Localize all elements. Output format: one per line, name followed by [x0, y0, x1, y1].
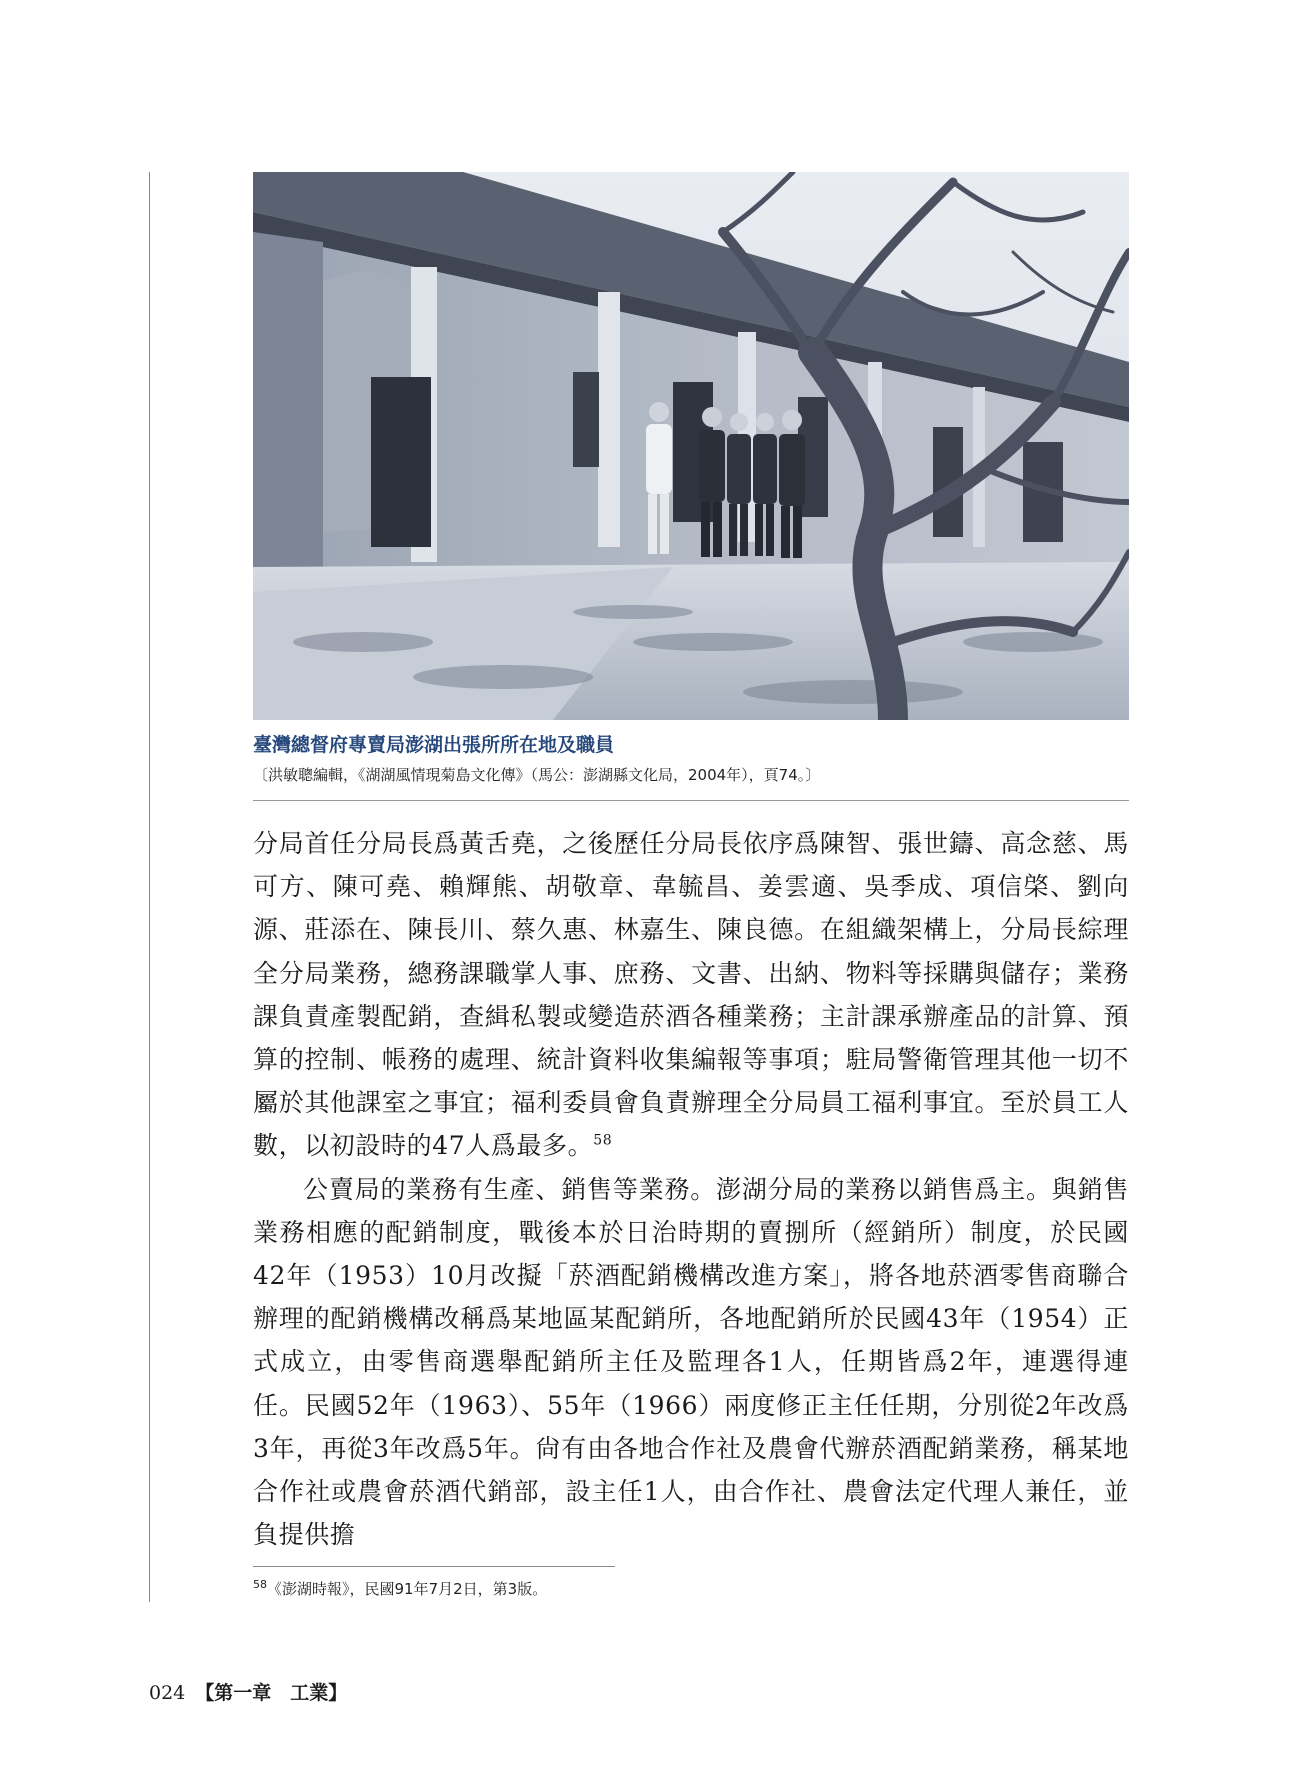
footnote-divider — [253, 1566, 615, 1567]
footnote-number: 58 — [253, 1578, 267, 1591]
footnote-text: 《澎湖時報》，民國91年7月2日，第3版。 — [267, 1580, 548, 1598]
photo-illustration — [253, 172, 1129, 720]
page-number: 024 — [149, 1682, 186, 1704]
footnote-reference: 58 — [593, 1133, 613, 1150]
chapter-title: 【第一章 工業】 — [195, 1682, 348, 1704]
footnote — [253, 1578, 1129, 1599]
margin-rule — [149, 172, 150, 1602]
caption-divider — [253, 800, 1129, 801]
paragraph — [253, 822, 1129, 1168]
photo-caption-source: 〔洪敏聰編輯，《湖湖風情現菊島文化傳》（馬公：澎湖縣文化局，2004年），頁74。〕 — [253, 766, 821, 784]
paragraph — [253, 1168, 1129, 1557]
body-text — [253, 822, 1129, 1556]
page-folio — [149, 1678, 347, 1705]
photo-caption-title: 臺灣總督府專賣局澎湖出張所所在地及職員 — [253, 734, 615, 756]
historical-photo — [253, 172, 1129, 720]
paragraph-text: 分局首任分局長爲黃舌堯，之後歷任分局長依序爲陳智、張世鑄、高念慈、馬可方、陳可堯、賴輝熊、胡敬章、韋毓昌、姜雲適、吳季成、項信棨、劉向源、莊添在、陳長川、蔡久惠、林嘉生、陳良德。在組織架構上，分局長綜理全分局業務，總務課職掌人事、庶務、文書、出納、物料等採購與儲存；業務課負責產製配銷，查緝私製或變造菸酒各種業務；主計課承辦產品的計算、預算的控制、帳務的處理、統計資料收集編報等事項；駐局警衛管理其他一切不屬於其他課室之事宜；福利委員會負責辦理全分局員工福利事宜。至於員工人數，以初設時的47人爲最多。 — [253, 829, 1129, 1161]
paragraph-text: 公賣局的業務有生產、銷售等業務。澎湖分局的業務以銷售爲主。與銷售業務相應的配銷制度，戰後本於日治時期的賣捌所（經銷所）制度，於民國42年（1953）10月改擬「菸酒配銷機構改進方案」，將各地菸酒零售商聯合辦理的配銷機構改稱爲某地區某配銷所，各地配銷所於民國43年（1954）正式成立，由零售商選舉配銷所主任及監理各1人，任期皆爲2年，連選得連任。民國52年（1963）、55年（1966）兩度修正主任任期，分別從2年改爲3年，再從3年改爲5年。尙有由各地合作社及農會代辦菸酒配銷業務，稱某地合作社或農會菸酒代銷部，設主任1人，由合作社、農會法定代理人兼任，並負提供擔 — [253, 1174, 1129, 1550]
